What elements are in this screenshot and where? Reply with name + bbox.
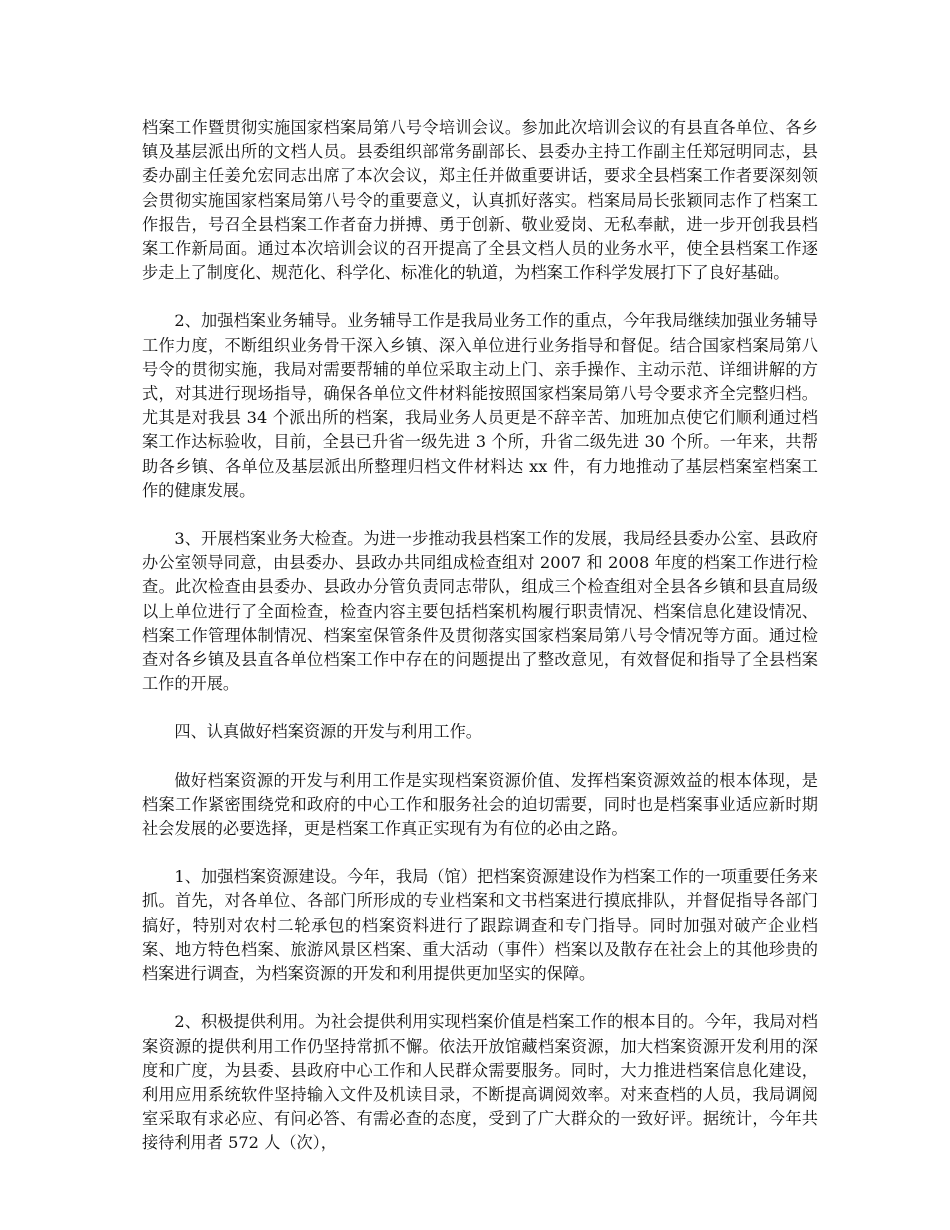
paragraph-provide-utilization: 2、积极提供利用。为社会提供利用实现档案价值是档案工作的根本目的。今年，我局对档案资源的提供利用工作仍坚持常抓不懈。依法开放馆藏档案资源，加大档案资源开发利用的深度和广度，为县委、县政府中心工作和人民群众需要服务。同时，大力推进档案信息化建设，利用应用系统软件坚持输入文件及机读目录，不断提高调阅效率。对来查档的人员，我局调阅室采取有求必应、有问必答、有需必查的态度，受到了广大群众的一致好评。据统计，今年共接待利用者 572 人（次），	[142, 1012, 818, 1153]
paragraph-resource-building: 1、加强档案资源建设。今年，我局（馆）把档案资源建设作为档案工作的一项重要任务来抓。首先，对各单位、各部门所形成的专业档案和文书档案进行摸底排队，并督促指导各部门搞好，特别对农村二轮承包的档案资料进行了跟踪调查和专门指导。同时加强对破产企业档案、地方特色档案、旅游风景区档案、重大活动（事件）档案以及散存在社会上的其他珍贵的档案进行调查，为档案资源的开发和利用提供更加坚实的保障。	[142, 867, 818, 984]
section-heading-four: 四、认真做好档案资源的开发与利用工作。	[174, 722, 482, 742]
paragraph-resource-development: 做好档案资源的开发与利用工作是实现档案资源价值、发挥档案资源效益的根本体现，是档案工作紧密围绕党和政府的中心工作和服务社会的迫切需要，同时也是档案事业适应新时期社会发展的必要选择，更是档案工作真正实现有为有位的必由之路。	[142, 770, 818, 839]
paragraph-inspection: 3、开展档案业务大检查。为进一步推动我县档案工作的发展，我局经县委办公室、县政府办公室领导同意，由县委办、县政办共同组成检查组对 2007 和 2008 年度的档案工作进行检查。此次检查由县委办、县政办分管负责同志带队，组成三个检查组对全县各乡镇和县直局级以上单位进行了全面检查，检查内容主要包括档案机构履行职责情况、档案信息化建设情况、档案工作管理体制情况、档案室保管条件及贯彻落实国家档案局第八号令情况等方面。通过检查对各乡镇及县直各单位档案工作中存在的问题提出了整改意见，有效督促和指导了全县档案工作的开展。	[142, 529, 818, 694]
paragraph-training-meeting: 档案工作暨贯彻实施国家档案局第八号令培训会议。参加此次培训会议的有县直各单位、各乡镇及基层派出所的文档人员。县委组织部常务副部长、县委办主持工作副主任郑冠明同志，县委办副主任姜允宏同志出席了本次会议，郑主任并做重要讲话，要求全县档案工作者要深刻领会贯彻实施国家档案局第八号令的重要意义，认真抓好落实。档案局局长张颖同志作了档案工作报告，号召全县档案工作者奋力拼搏、勇于创新、敬业爱岗、无私奉献，进一步开创我县档案工作新局面。通过本次培训会议的召开提高了全县文档人员的业务水平，使全县档案工作逐步走上了制度化、规范化、科学化、标准化的轨道，为档案工作科学发展打下了良好基础。	[142, 118, 818, 283]
paragraph-business-guidance: 2、加强档案业务辅导。业务辅导工作是我局业务工作的重点，今年我局继续加强业务辅导工作力度，不断组织业务骨干深入乡镇、深入单位进行业务指导和督促。结合国家档案局第八号令的贯彻实施，我局对需要帮辅的单位采取主动上门、亲手操作、主动示范、详细讲解的方式，对其进行现场指导，确保各单位文件材料能按照国家档案局第八号令要求齐全完整归档。尤其是对我县 34 个派出所的档案，我局业务人员更是不辞辛苦、加班加点使它们顺利通过档案工作达标验收，目前，全县已升省一级先进 3 个所，升省二级先进 30 个所。一年来，共帮助各乡镇、各单位及基层派出所整理归档文件材料达 xx 件，有力地推动了基层档案室档案工作的健康发展。	[142, 311, 818, 500]
document-page	[142, 116, 818, 1156]
